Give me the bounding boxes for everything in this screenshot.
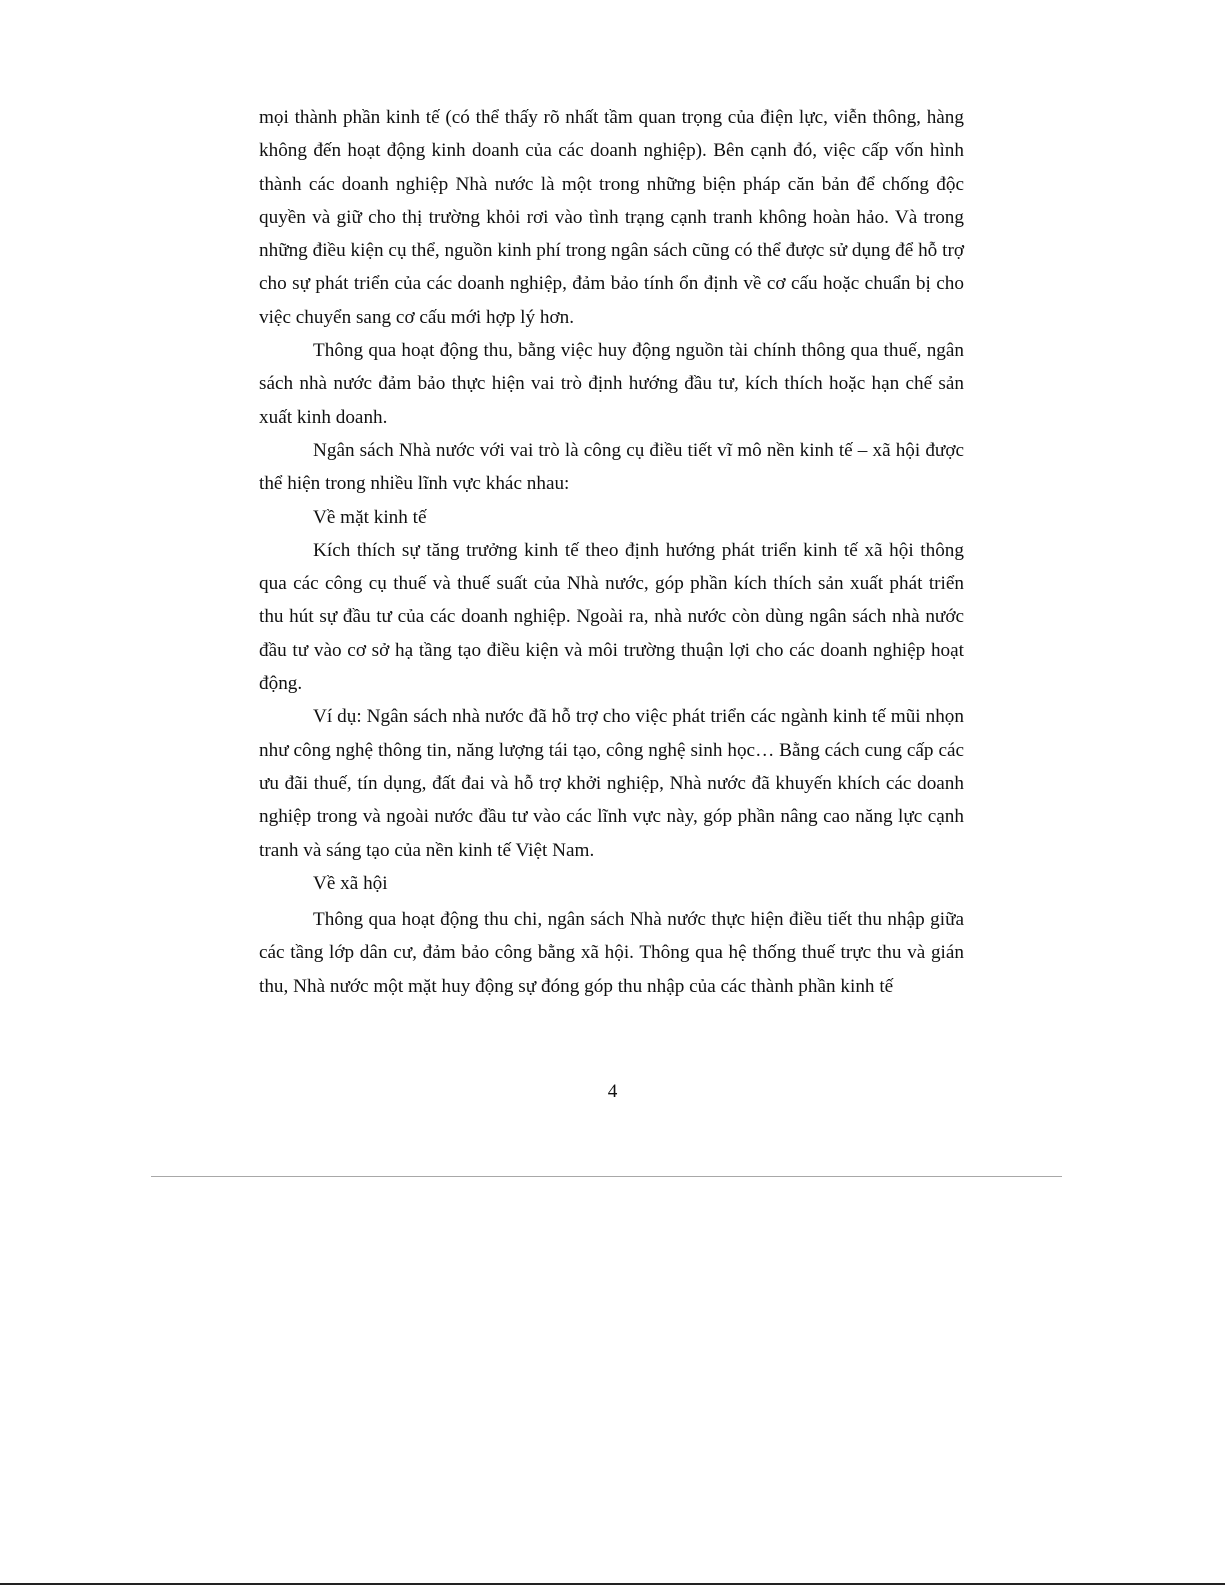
paragraph-example: Ví dụ: Ngân sách nhà nước đã hỗ trợ cho việc phát triển các ngành kinh tế mũi nhọn như công nghệ thông tin, năng lượng tái tạo, công nghệ sinh học… Bằng cách cung cấp các ưu đãi thuế, tín dụng, đất đai và hỗ trợ khởi nghiệp, Nhà nước đã khuyến khích các doanh nghiệp trong và ngoài nước đầu tư vào các lĩnh vực này, góp phần nâng cao năng lực cạnh tranh và sáng tạo của nền kinh tế Việt Nam. [259, 706, 964, 861]
paragraph-economic-growth: Kích thích sự tăng trưởng kinh tế theo định hướng phát triển kinh tế xã hội thông qua các công cụ thuế và thuế suất của Nhà nước, góp phần kích thích sản xuất phát triển thu hút sự đầu tư của các doanh nghiệp. Ngoài ra, nhà nước còn dùng ngân sách nhà nước đầu tư vào cơ sở hạ tầng tạo điều kiện và môi trường thuận lợi cho các doanh nghiệp hoạt động. [259, 539, 964, 695]
heading-social-aspect: Về xã hội [313, 872, 388, 894]
paragraph-revenue-role: Thông qua hoạt động thu, bằng việc huy động nguồn tài chính thông qua thuế, ngân sách nhà nước đảm bảo thực hiện vai trò định hướng đầu tư, kích thích hoặc hạn chế sản xuất kinh doanh. [259, 340, 964, 428]
document-body [259, 101, 964, 1003]
page-separator [151, 1176, 1062, 1177]
paragraph-continuation: mọi thành phần kinh tế (có thể thấy rõ nhất tầm quan trọng của điện lực, viễn thông, hàng không đến hoạt động kinh doanh của các doanh nghiệp). Bên cạnh đó, việc cấp vốn hình thành các doanh nghiệp Nhà nước là một trong những biện pháp căn bản để chống độc quyền và giữ cho thị trường khỏi rơi vào tình trạng cạnh tranh không hoàn hảo. Và trong những điều kiện cụ thể, nguồn kinh phí trong ngân sách cũng có thể được sử dụng để hỗ trợ cho sự phát triển của các doanh nghiệp, đảm bảo tính ổn định về cơ cấu hoặc chuẩn bị cho việc chuyển sang cơ cấu mới hợp lý hơn. [259, 107, 964, 328]
paragraph-social-regulation: Thông qua hoạt động thu chi, ngân sách Nhà nước thực hiện điều tiết thu nhập giữa các tầng lớp dân cư, đảm bảo công bằng xã hội. Thông qua hệ thống thuế trực thu và gián thu, Nhà nước một mặt huy động sự đóng góp thu nhập của các thành phần kinh tế [259, 909, 964, 997]
heading-economic-aspect: Về mặt kinh tế [313, 506, 427, 528]
paragraph-macro-regulation: Ngân sách Nhà nước với vai trò là công cụ điều tiết vĩ mô nền kinh tế – xã hội được thể hiện trong nhiều lĩnh vực khác nhau: [259, 439, 964, 495]
page-number: 4 [607, 1081, 618, 1102]
